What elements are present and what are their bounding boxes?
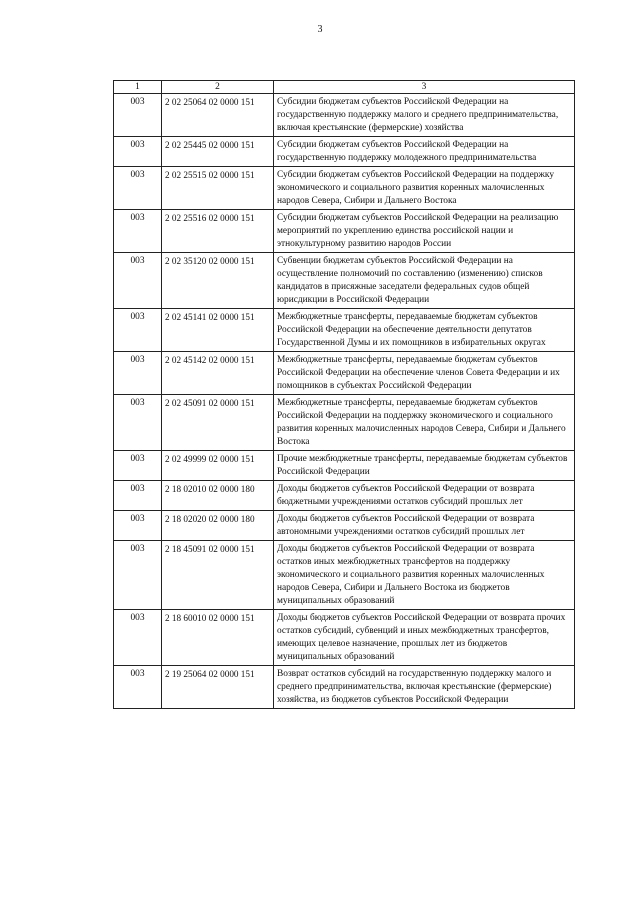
table-row (114, 94, 575, 137)
revenue-name-cell: Доходы бюджетов субъектов Российской Федерации от возврата автономными учреждениями остатков субсидий прошлых лет (274, 511, 575, 541)
administrator-code-cell: 003 (114, 511, 162, 541)
table-body (114, 94, 575, 709)
revenue-name-cell: Межбюджетные трансферты, передаваемые бюджетам субъектов Российской Федерации на обеспечение деятельности депутатов Государственной Думы и их помощников в избирательных округах (274, 309, 575, 352)
revenue-name-cell: Межбюджетные трансферты, передаваемые бюджетам субъектов Российской Федерации на поддержку экономического и социального развития коренных малочисленных народов Севера, Сибири и Дальнего Востока (274, 395, 575, 451)
revenue-name-cell: Субсидии бюджетам субъектов Российской Федерации на государственную поддержку молодежного предпринимательства (274, 137, 575, 167)
table-row (114, 541, 575, 610)
table-row (114, 451, 575, 481)
administrator-code-cell: 003 (114, 137, 162, 167)
revenue-name-cell: Субсидии бюджетам субъектов Российской Федерации на государственную поддержку малого и среднего предпринимательства, включая крестьянские (фермерские) хозяйства (274, 94, 575, 137)
budget-classification-code-cell: 2 19 25064 02 0000 151 (162, 666, 274, 709)
administrator-code-cell: 003 (114, 352, 162, 395)
revenue-name-cell: Межбюджетные трансферты, передаваемые бюджетам субъектов Российской Федерации на обеспечение членов Совета Федерации и их помощников в субъектах Российской Федерации (274, 352, 575, 395)
budget-classification-code-cell: 2 02 25064 02 0000 151 (162, 94, 274, 137)
budget-classification-code-cell: 2 02 25516 02 0000 151 (162, 210, 274, 253)
budget-codes-table (113, 80, 575, 709)
table-row (114, 253, 575, 309)
budget-classification-code-cell: 2 02 45142 02 0000 151 (162, 352, 274, 395)
revenue-name-cell: Доходы бюджетов субъектов Российской Федерации от возврата бюджетными учреждениями остатков субсидий прошлых лет (274, 481, 575, 511)
revenue-name-cell: Прочие межбюджетные трансферты, передаваемые бюджетам субъектов Российской Федерации (274, 451, 575, 481)
table-row (114, 395, 575, 451)
administrator-code-cell: 003 (114, 666, 162, 709)
budget-classification-code-cell: 2 18 02010 02 0000 180 (162, 481, 274, 511)
revenue-name-cell: Доходы бюджетов субъектов Российской Федерации от возврата остатков иных межбюджетных трансфертов на поддержку экономического и социального развития коренных малочисленных народов Севера, Сибири и Дальнего Востока из бюджетов муниципальных образований (274, 541, 575, 610)
budget-classification-code-cell: 2 02 45091 02 0000 151 (162, 395, 274, 451)
budget-classification-code-cell: 2 18 60010 02 0000 151 (162, 610, 274, 666)
administrator-code-cell: 003 (114, 94, 162, 137)
column-header-2: 2 (162, 81, 274, 94)
revenue-name-cell: Доходы бюджетов субъектов Российской Федерации от возврата прочих остатков субсидий, субвенций и иных межбюджетных трансфертов, имеющих целевое назначение, прошлых лет из бюджетов муниципальных образований (274, 610, 575, 666)
table-row (114, 666, 575, 709)
administrator-code-cell: 003 (114, 253, 162, 309)
budget-classification-code-cell: 2 02 35120 02 0000 151 (162, 253, 274, 309)
table-row (114, 137, 575, 167)
table-row (114, 309, 575, 352)
table-row (114, 610, 575, 666)
revenue-name-cell: Субсидии бюджетам субъектов Российской Федерации на поддержку экономического и социального развития коренных малочисленных народов Севера, Сибири и Дальнего Востока (274, 167, 575, 210)
table-row (114, 352, 575, 395)
revenue-name-cell: Субсидии бюджетам субъектов Российской Федерации на реализацию мероприятий по укреплению единства российской нации и этнокультурному развитию народов России (274, 210, 575, 253)
administrator-code-cell: 003 (114, 481, 162, 511)
budget-classification-code-cell: 2 02 25515 02 0000 151 (162, 167, 274, 210)
page-number: 3 (317, 24, 323, 35)
administrator-code-cell: 003 (114, 610, 162, 666)
administrator-code-cell: 003 (114, 541, 162, 610)
table-row (114, 511, 575, 541)
administrator-code-cell: 003 (114, 309, 162, 352)
column-header-1: 1 (114, 81, 162, 94)
administrator-code-cell: 003 (114, 395, 162, 451)
budget-classification-code-cell: 2 02 49999 02 0000 151 (162, 451, 274, 481)
administrator-code-cell: 003 (114, 167, 162, 210)
budget-classification-code-cell: 2 02 45141 02 0000 151 (162, 309, 274, 352)
administrator-code-cell: 003 (114, 210, 162, 253)
budget-classification-code-cell: 2 02 25445 02 0000 151 (162, 137, 274, 167)
table-row (114, 210, 575, 253)
revenue-name-cell: Субвенции бюджетам субъектов Российской Федерации на осуществление полномочий по составлению (изменению) списков кандидатов в присяжные заседатели федеральных судов общей юрисдикции в Российской Федерации (274, 253, 575, 309)
table-row (114, 167, 575, 210)
table-row (114, 481, 575, 511)
table-header-row (114, 81, 575, 94)
column-header-3: 3 (274, 81, 575, 94)
budget-classification-code-cell: 2 18 02020 02 0000 180 (162, 511, 274, 541)
budget-classification-code-cell: 2 18 45091 02 0000 151 (162, 541, 274, 610)
administrator-code-cell: 003 (114, 451, 162, 481)
revenue-name-cell: Возврат остатков субсидий на государственную поддержку малого и среднего предпринимательства, включая крестьянские (фермерские) хозяйства, из бюджетов субъектов Российской Федерации (274, 666, 575, 709)
